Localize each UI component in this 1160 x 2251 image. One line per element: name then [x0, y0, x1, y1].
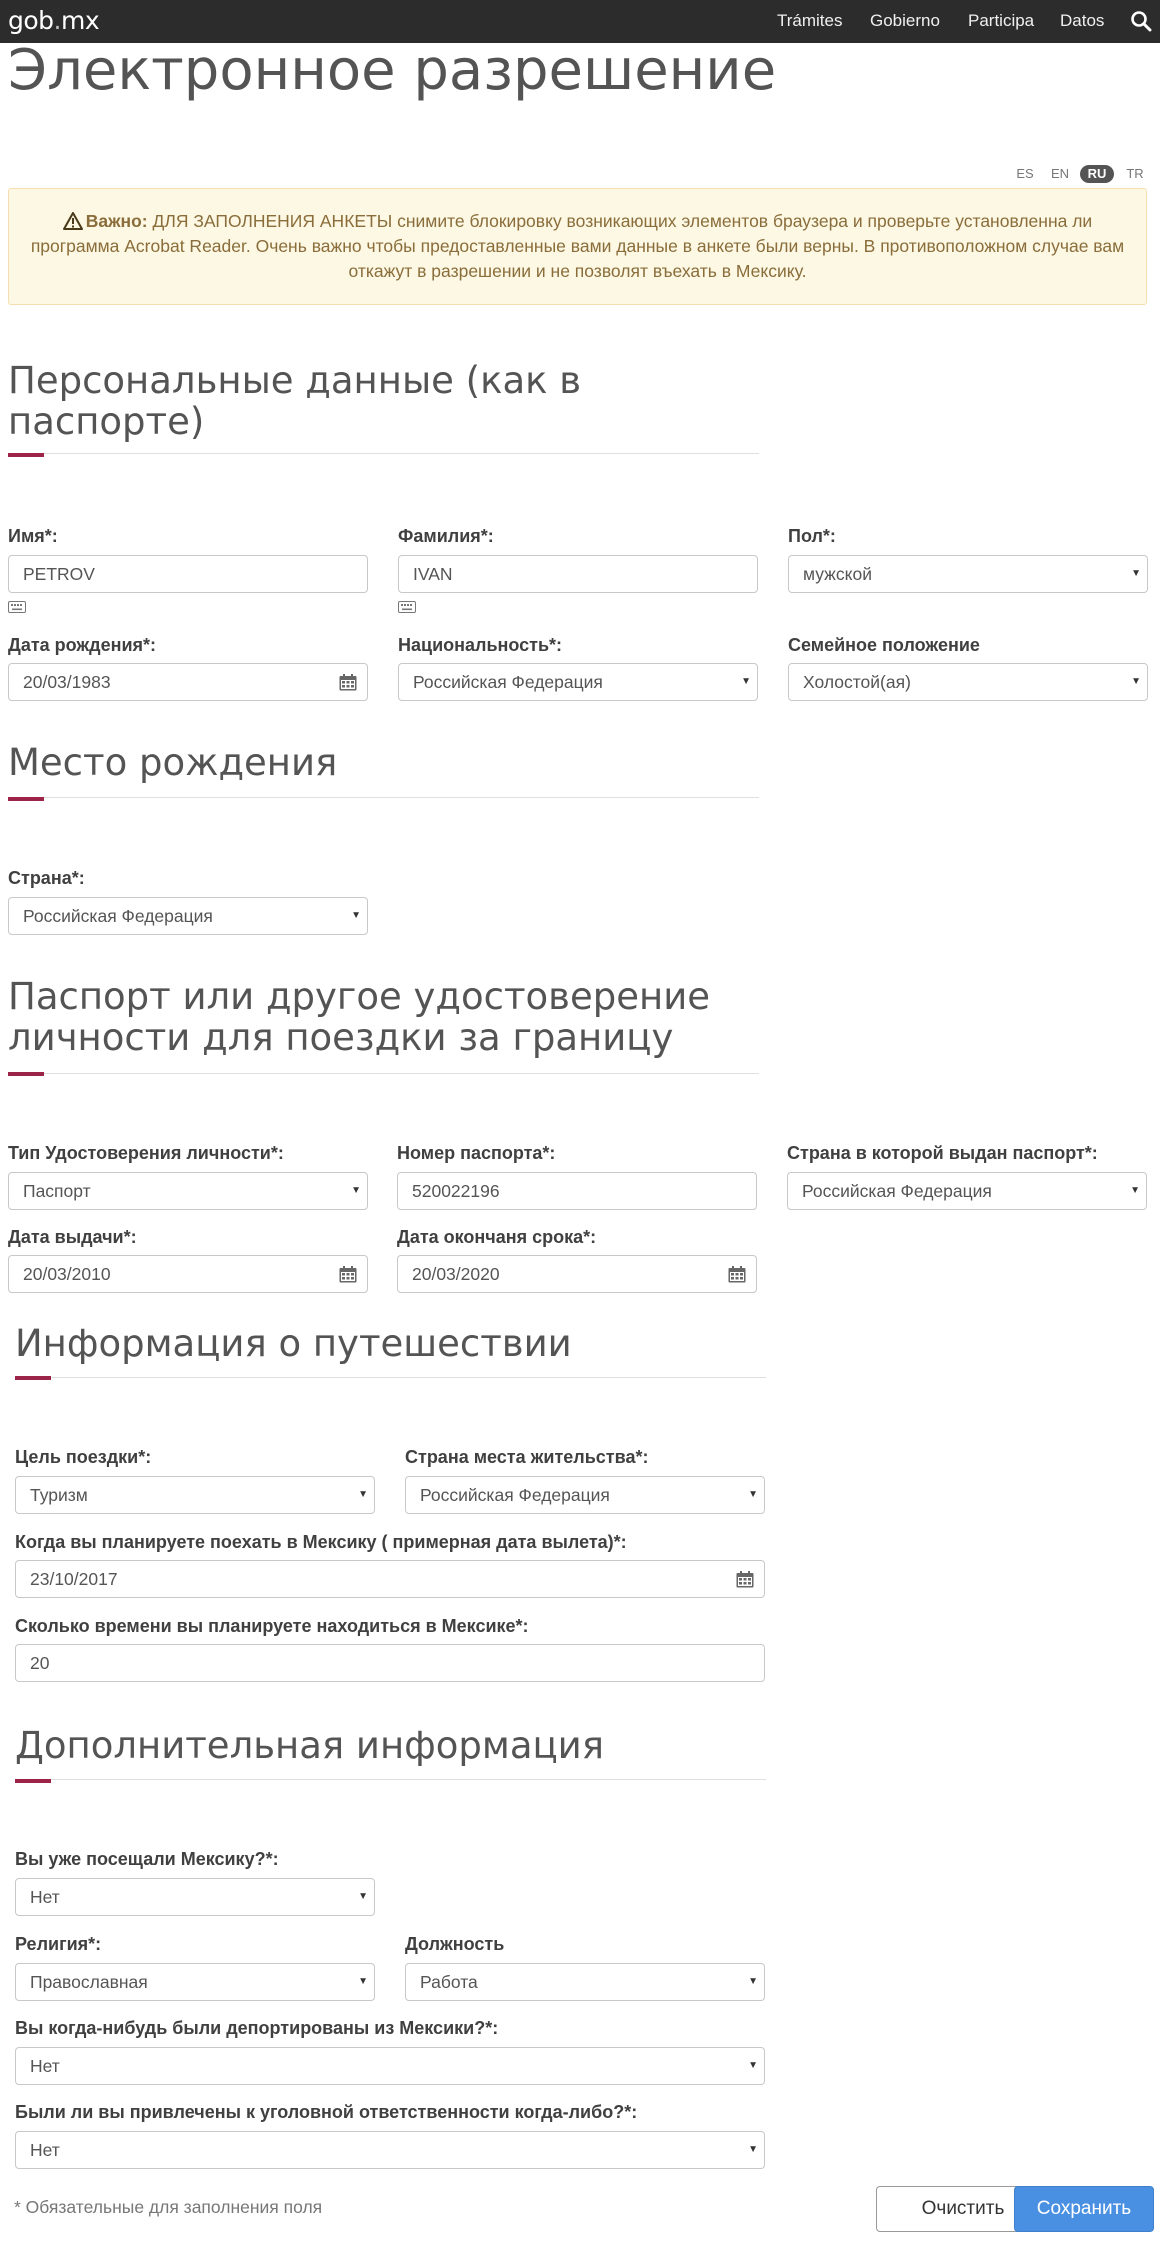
warning-icon: [63, 212, 83, 230]
gender-label: Пол*:: [788, 526, 836, 546]
passport-number-value: 520022196: [412, 1181, 500, 1201]
page-title: Электронное разрешение: [8, 38, 777, 103]
trip-purpose-label: Цель поездки*:: [15, 1447, 152, 1467]
issue-country-value: Российская Федерация: [802, 1181, 992, 1201]
nav-link-tramites[interactable]: Trámites: [777, 11, 843, 30]
passport-number-input[interactable]: [397, 1172, 757, 1210]
visited-mexico-label: Вы уже посещали Мексику?*:: [15, 1849, 279, 1869]
issue-country-label: Страна в которой выдан паспорт*:: [787, 1143, 1098, 1163]
departure-date-input[interactable]: [15, 1560, 765, 1598]
section-title-additional: Дополнительная информация: [15, 1724, 604, 1767]
first-name-value: PETROV: [23, 564, 95, 584]
religion-select[interactable]: [15, 1963, 375, 2001]
alert-text: ДЛЯ ЗАПОЛНЕНИЯ АНКЕТЫ снимите блокировку возникающих элементов браузера и проверьте установленна ли программа Acrobat Reader. Очень важно чтобы предоставленные вами данные в анкете были верны. В противоположном случае вам откажут в разрешении и не позволят въехать в Мексику.: [30, 211, 1125, 281]
occupation-value: Работа: [420, 1972, 478, 1992]
calendar-icon[interactable]: [339, 674, 357, 691]
last-name-input[interactable]: [398, 555, 758, 593]
birth-country-select[interactable]: [8, 897, 368, 935]
chevron-down-icon: ▼: [351, 910, 361, 921]
birth-country-value: Российская Федерация: [23, 906, 213, 926]
issue-date-label: Дата выдачи*:: [8, 1227, 137, 1247]
section-title-passport-line1: Паспорт или другое удостоверение: [8, 975, 711, 1018]
residence-country-select[interactable]: [405, 1476, 765, 1514]
lang-en[interactable]: EN: [1050, 166, 1070, 181]
section-title-travel: Информация о путешествии: [15, 1322, 572, 1365]
deported-label: Вы когда-нибудь были депортированы из Мексики?*:: [15, 2018, 499, 2038]
top-navbar: [0, 0, 1160, 43]
section-accent: [15, 1779, 51, 1783]
expiry-date-input[interactable]: [397, 1255, 757, 1293]
brand-main: gob: [8, 6, 54, 35]
gender-value: мужской: [803, 564, 872, 584]
brand-tld: mx: [61, 6, 100, 35]
section-accent: [8, 797, 44, 801]
marital-status-value: Холостой(ая): [803, 672, 911, 692]
issue-date-value: 20/03/2010: [23, 1264, 111, 1284]
chevron-down-icon: ▼: [1130, 1185, 1140, 1196]
nationality-select[interactable]: [398, 663, 758, 701]
keyboard-icon[interactable]: [398, 601, 416, 613]
save-button[interactable]: Сохранить: [1014, 2186, 1154, 2232]
issue-country-select[interactable]: [787, 1172, 1147, 1210]
document-type-select[interactable]: [8, 1172, 368, 1210]
religion-label: Религия*:: [15, 1934, 102, 1954]
residence-country-label: Страна места жительства*:: [405, 1447, 649, 1467]
chevron-down-icon: ▼: [358, 1489, 368, 1500]
issue-date-input[interactable]: [8, 1255, 368, 1293]
last-name-value: IVAN: [413, 564, 453, 584]
birth-date-value: 20/03/1983: [23, 672, 111, 692]
nav-link-participa[interactable]: Participa: [968, 11, 1035, 30]
brand-dot: .: [53, 6, 61, 35]
section-divider: [15, 1377, 766, 1378]
chevron-down-icon: ▼: [351, 1185, 361, 1196]
section-accent: [8, 1072, 44, 1076]
calendar-icon[interactable]: [736, 1571, 754, 1588]
document-type-value: Паспорт: [23, 1181, 91, 1201]
chevron-down-icon: ▼: [1131, 676, 1141, 687]
nav-link-datos[interactable]: Datos: [1060, 11, 1105, 30]
brand-logo[interactable]: [8, 7, 99, 35]
section-divider: [8, 1073, 759, 1074]
important-alert: [8, 188, 1147, 305]
stay-duration-input[interactable]: [15, 1644, 765, 1682]
marital-status-select[interactable]: [788, 663, 1148, 701]
chevron-down-icon: ▼: [1131, 568, 1141, 579]
chevron-down-icon: ▼: [748, 2060, 758, 2071]
religion-value: Православная: [30, 1972, 148, 1992]
deported-value: Нет: [30, 2056, 60, 2076]
chevron-down-icon: ▼: [358, 1976, 368, 1987]
lang-tr[interactable]: TR: [1126, 166, 1144, 181]
lang-ru[interactable]: RU: [1080, 165, 1114, 183]
birth-date-input[interactable]: [8, 663, 368, 701]
departure-date-value: 23/10/2017: [30, 1569, 118, 1589]
criminal-record-value: Нет: [30, 2140, 60, 2160]
document-type-label: Тип Удостоверения личности*:: [8, 1143, 284, 1163]
nationality-label: Национальность*:: [398, 635, 563, 655]
section-accent: [8, 453, 44, 457]
keyboard-icon[interactable]: [8, 601, 26, 613]
section-divider: [8, 797, 759, 798]
chevron-down-icon: ▼: [748, 2144, 758, 2155]
chevron-down-icon: ▼: [748, 1976, 758, 1987]
visited-mexico-select[interactable]: [15, 1878, 375, 1916]
section-title-personal: Персональные данные (как в паспорте): [8, 359, 582, 443]
nationality-value: Российская Федерация: [413, 672, 603, 692]
occupation-label: Должность: [405, 1934, 505, 1954]
section-divider: [15, 1779, 766, 1780]
criminal-record-label: Были ли вы привлечены к уголовной ответственности когда-либо?*:: [15, 2102, 638, 2122]
chevron-down-icon: ▼: [748, 1489, 758, 1500]
last-name-label: Фамилия*:: [398, 526, 494, 546]
criminal-record-select[interactable]: [15, 2131, 765, 2169]
expiry-date-value: 20/03/2020: [412, 1264, 500, 1284]
first-name-label: Имя*:: [8, 526, 58, 546]
marital-status-label: Семейное положение: [788, 635, 980, 655]
search-icon[interactable]: [1130, 10, 1152, 32]
birth-date-label: Дата рождения*:: [8, 635, 157, 655]
section-title-passport-line2: личности для поездки за границу: [8, 1016, 674, 1059]
nav-link-gobierno[interactable]: Gobierno: [870, 11, 940, 30]
chevron-down-icon: ▼: [741, 676, 751, 687]
expiry-date-label: Дата окончаня срока*:: [397, 1227, 597, 1247]
clear-button[interactable]: Очистить: [876, 2186, 1050, 2232]
section-divider: [8, 453, 759, 454]
departure-date-label: Когда вы планируете поехать в Мексику ( примерная дата вылета)*:: [15, 1532, 627, 1552]
section-accent: [15, 1376, 51, 1380]
stay-duration-label: Сколько времени вы планируете находиться в Мексике*:: [15, 1616, 529, 1636]
deported-select[interactable]: [15, 2047, 765, 2085]
chevron-down-icon: ▼: [358, 1891, 368, 1902]
passport-number-label: Номер паспорта*:: [397, 1143, 556, 1163]
calendar-icon[interactable]: [339, 1266, 357, 1283]
residence-country-value: Российская Федерация: [420, 1485, 610, 1505]
gender-select[interactable]: [788, 555, 1148, 593]
section-title-birthplace: Место рождения: [8, 741, 338, 784]
calendar-icon[interactable]: [728, 1266, 746, 1283]
trip-purpose-select[interactable]: [15, 1476, 375, 1514]
occupation-select[interactable]: [405, 1963, 765, 2001]
stay-duration-value: 20: [30, 1653, 50, 1673]
trip-purpose-value: Туризм: [30, 1485, 88, 1505]
first-name-input[interactable]: [8, 555, 368, 593]
visited-mexico-value: Нет: [30, 1887, 60, 1907]
birth-country-label: Страна*:: [8, 868, 85, 888]
lang-es[interactable]: ES: [1016, 166, 1034, 181]
alert-bold-label: Важно:: [85, 211, 148, 231]
required-fields-note: * Обязательные для заполнения поля: [14, 2197, 323, 2217]
